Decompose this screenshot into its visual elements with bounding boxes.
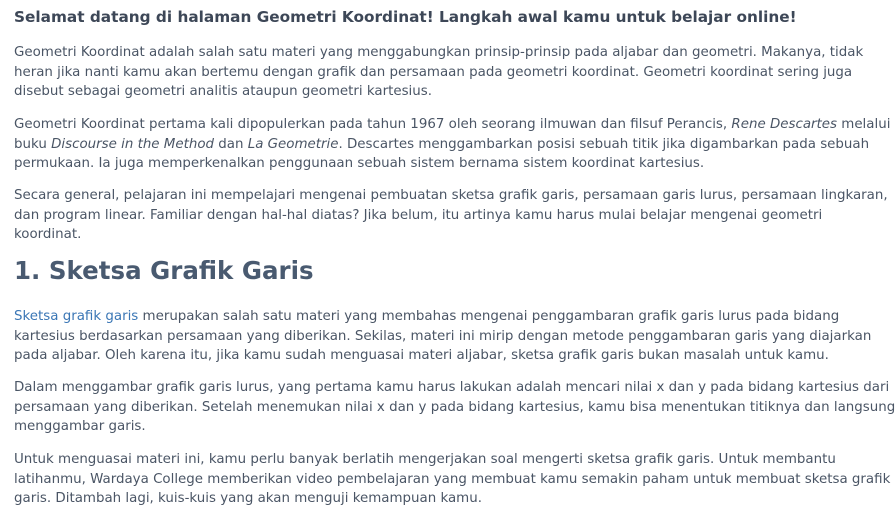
paragraph-line: heran jika nanti kamu akan bertemu dengan grafik dan persamaan pada geometri koordinat. Geometri koordinat sering juga (14, 64, 853, 80)
text-run: . Descartes menggambarkan posisi sebuah titik jika digambarkan pada sebuah (338, 136, 870, 152)
section-paragraph-1 (14, 307, 872, 366)
section-heading: 1. Sketsa Grafik Garis (14, 256, 314, 285)
welcome-heading: Selamat datang di halaman Geometri Koordinat! Langkah awal kamu untuk belajar online! (14, 8, 797, 26)
text-run: Geometri Koordinat pertama kali dipopulerkan pada tahun 1967 oleh seorang ilmuwan dan filsuf Perancis, (14, 117, 732, 132)
paragraph-line: Dalam menggambar grafik garis lurus, yang pertama kamu harus lakukan adalah mencari nilai x dan y pada bidang kartesius dari (14, 380, 890, 395)
paragraph-line (14, 307, 840, 327)
paragraph-line: koordinat. (14, 227, 82, 242)
emphasis-book-title: La Geometrie (247, 136, 339, 152)
paragraph-line: latihanmu, Wardaya College memberikan video pembelajaran yang membuat kamu semakin paham untuk membuat sketsa grafik (14, 471, 891, 487)
intro-paragraph-2 (14, 115, 891, 174)
emphasis-book-title: Discourse in the Method (51, 136, 215, 152)
paragraph-line (14, 115, 891, 135)
intro-paragraph-3 (14, 186, 888, 245)
paragraph-line: disebut sebagai geometri analitis ataupun geometri kartesius. (14, 84, 432, 99)
paragraph-line: Geometri Koordinat adalah salah satu materi yang menggabungkan prinsip-prinsip pada aljabar dan geometri. Makanya, tidak (14, 45, 864, 60)
paragraph-line: pada aljabar. Oleh karena itu, jika kamu sudah menguasai materi aljabar, sketsa grafik garis bukan masalah untuk kamu. (14, 348, 829, 363)
text-run: dan (214, 136, 248, 152)
intro-paragraph-1 (14, 43, 864, 102)
paragraph-line: permukaan. Ia juga memperkenalkan penggunaan sebuah sistem bernama sistem koordinat kartesius. (14, 156, 705, 171)
paragraph-line: dan program linear. Familiar dengan hal-hal diatas? Jika belum, itu artinya kamu harus mulai belajar mengenai geometri (14, 207, 823, 223)
section-paragraph-3 (14, 450, 891, 509)
text-run: buku (14, 136, 52, 152)
section-paragraph-2 (14, 378, 895, 437)
paragraph-line (14, 135, 870, 155)
paragraph-line: Untuk menguasai materi ini, kamu perlu banyak berlatih mengerjakan soal mengerti sketsa grafik garis. Untuk membantu (14, 452, 836, 467)
paragraph-line: garis. Ditambah lagi, kuis-kuis yang akan menguji kemampuan kamu. (14, 491, 482, 506)
paragraph-line: menggambar garis. (14, 419, 146, 434)
paragraph-line: persamaan yang diberikan. Setelah menemukan nilai x dan y pada bidang kartesius, kamu bisa menentukan titiknya dan langsung (14, 399, 895, 415)
text-run: merupakan salah satu materi yang membahas mengenai penggambaran grafik garis lurus pada bidang (138, 309, 840, 324)
sketsa-grafik-garis-link[interactable]: Sketsa grafik garis (14, 309, 139, 324)
emphasis-author: Rene Descartes (731, 117, 838, 132)
text-run: melalui (837, 117, 891, 132)
paragraph-line: Secara general, pelajaran ini mempelajari mengenai pembuatan sketsa grafik garis, persamaan garis lurus, persamaan lingkaran, (14, 188, 888, 203)
paragraph-line: kartesius berdasarkan persamaan yang diberikan. Sekilas, materi ini mirip dengan metode penggambaran garis yang diajarkan (14, 328, 872, 344)
